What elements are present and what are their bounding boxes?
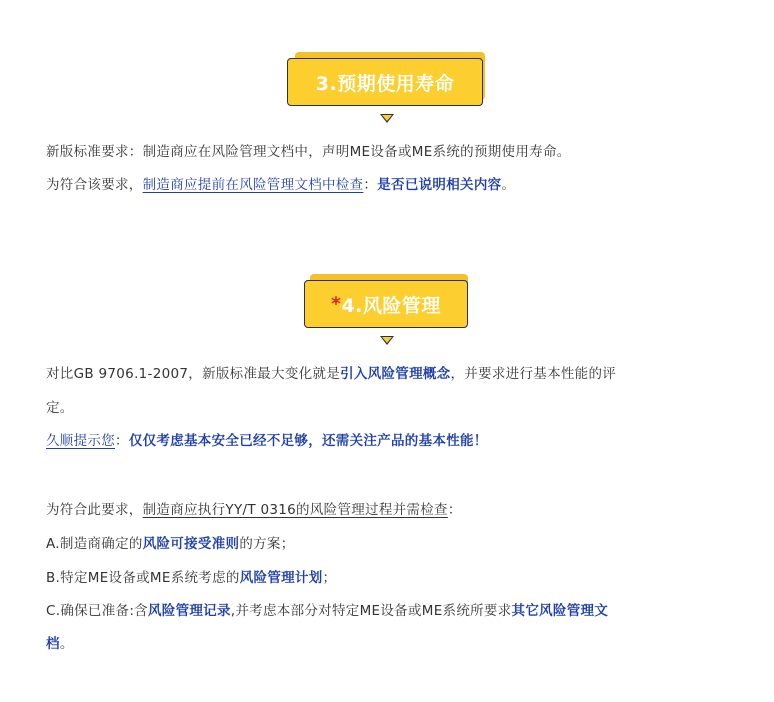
section-4-para-1 [46, 364, 736, 384]
down-triangle-icon [380, 114, 394, 123]
colon: ： [447, 502, 462, 518]
line-prefix: 为符合该要求， [46, 177, 143, 193]
section-4-title [304, 280, 468, 328]
check-link[interactable]: 制造商应提前在风险管理文档中检查 [142, 177, 364, 193]
period: 。 [501, 177, 516, 193]
para-prefix: 为符合此要求， [46, 502, 143, 518]
section-4-para-2 [46, 500, 736, 520]
para-prefix: 对比GB 9706.1-2007，新版标准最大变化就是 [46, 366, 341, 382]
section-3-line-1 [46, 142, 736, 162]
item-suffix: ； [322, 570, 337, 586]
underlined-text: 制造商应执行YY/T 0316的风险管理过程并需检查 [142, 502, 448, 518]
section-3-title-text: 3.预期使用寿命 [315, 72, 455, 95]
item-prefix: C.确保已准备:含 [46, 603, 148, 619]
tip-highlight: 仅仅考虑基本安全已经不足够，还需关注产品的基本性能！ [128, 433, 488, 449]
requirement-text: 新版标准要求：制造商应在风险管理文档中，声明ME设备或ME系统的预期使用寿命。 [46, 144, 571, 160]
item-highlight: 风险管理计划 [239, 570, 323, 586]
colon: ： [363, 177, 378, 193]
section-3-title [287, 58, 483, 106]
item-highlight: 其它风险管理文 [511, 603, 609, 619]
item-end: 。 [59, 636, 74, 652]
required-star-icon: * [331, 293, 342, 315]
list-item-a [46, 534, 736, 554]
highlight-text: 引入风险管理概念 [340, 366, 451, 382]
highlight-text: 是否已说明相关内容 [377, 177, 502, 193]
item-highlight: 档 [46, 636, 60, 652]
colon: ： [115, 433, 129, 449]
para-suffix: ，并要求进行基本性能的评 [450, 366, 617, 382]
section-4-badge [304, 274, 470, 330]
item-suffix: 的方案； [239, 536, 295, 552]
item-prefix: A.制造商确定的 [46, 536, 143, 552]
list-item-c-cont [46, 634, 736, 654]
list-item-b [46, 568, 736, 588]
section-3-line-2 [46, 175, 736, 195]
tip-line [46, 431, 736, 451]
section-3-badge [287, 52, 487, 108]
para-continuation: 定。 [46, 400, 74, 416]
down-triangle-icon [380, 336, 394, 345]
item-prefix: B.特定ME设备或ME系统考虑的 [46, 570, 240, 586]
list-item-c [46, 601, 736, 621]
item-highlight: 风险管理记录 [147, 603, 231, 619]
section-4-para-1-cont [46, 398, 736, 418]
item-middle: ,并考虑本部分对特定ME设备或ME系统所要求 [230, 603, 512, 619]
tip-link[interactable]: 久顺提示您 [46, 433, 115, 449]
section-4-title-text: 4.风险管理 [341, 294, 441, 317]
item-highlight: 风险可接受准则 [142, 536, 240, 552]
